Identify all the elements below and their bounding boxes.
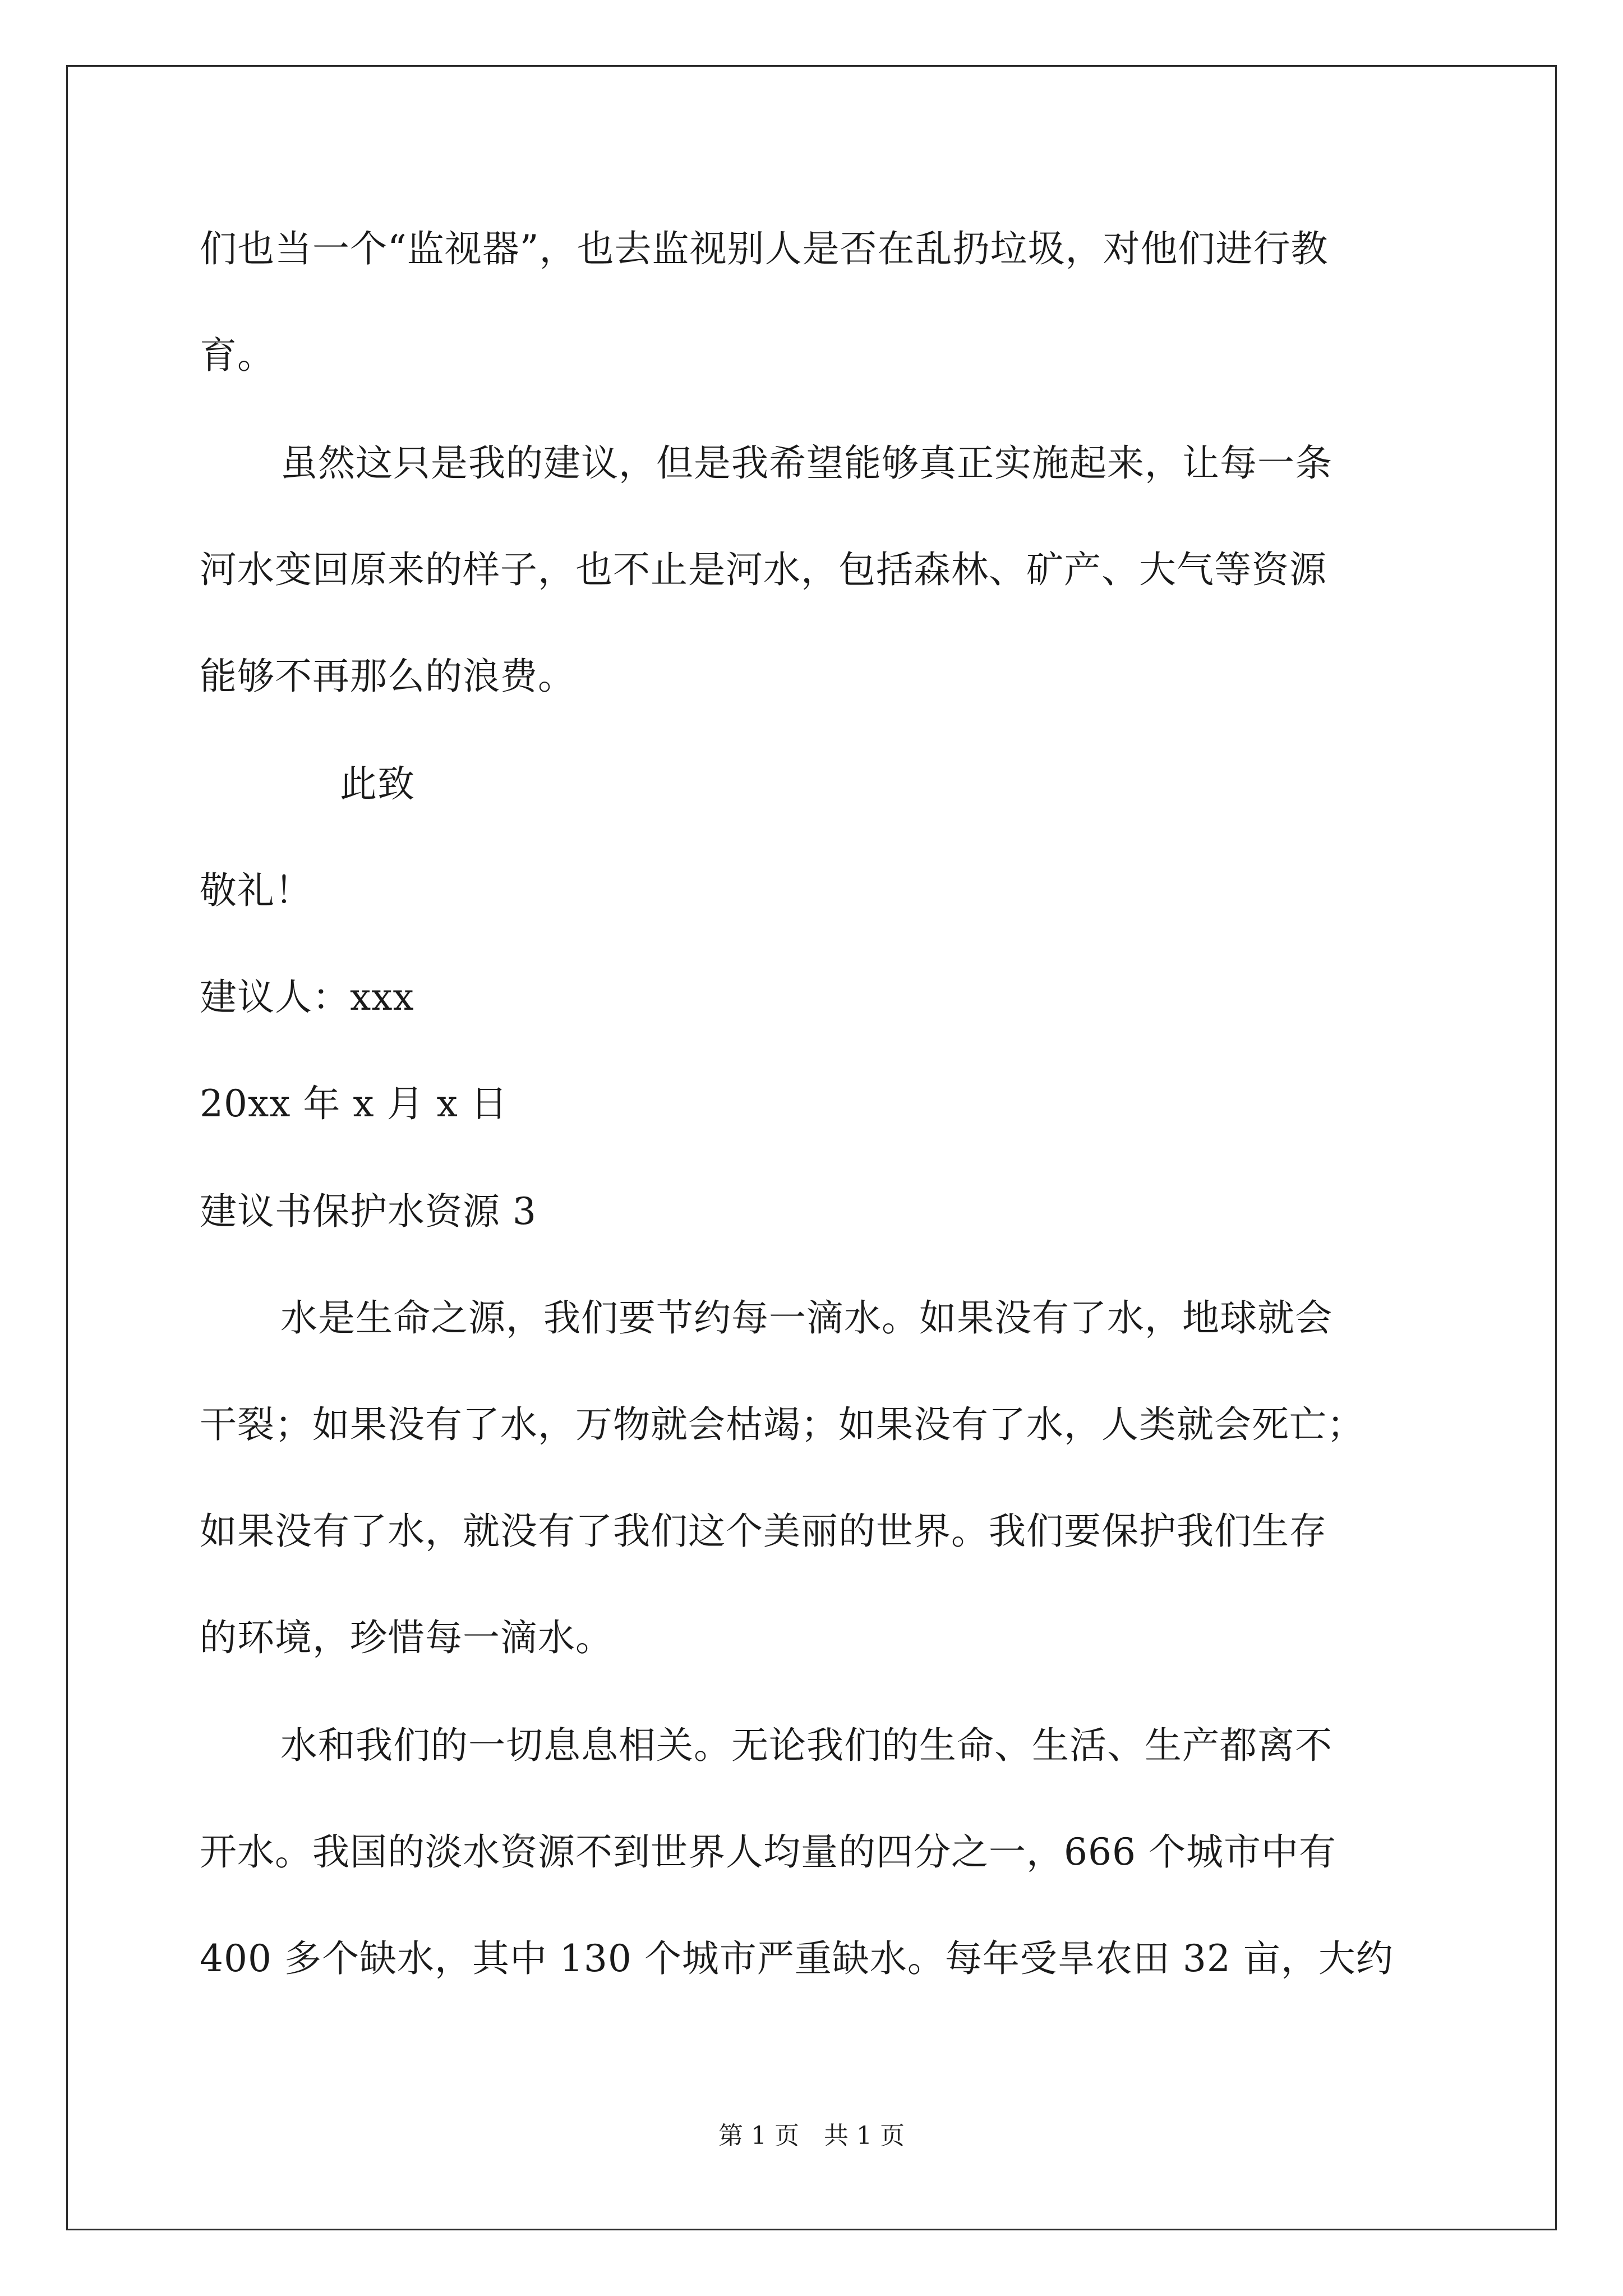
paragraph-first-line: 虽然这只是我的建议，但是我希望能够真正实施起来，让每一条 — [280, 441, 1332, 485]
salutation: 敬礼！ — [200, 869, 312, 912]
body-text-line: 400 多个缺水，其中 130 个城市严重缺水。每年受旱农田 32 亩，大约 — [200, 1937, 1394, 1980]
signer-line: 建议人：xxx — [200, 976, 414, 1019]
paragraph-first-line: 水和我们的一切息息相关。无论我们的生命、生活、生产都离不 — [280, 1724, 1332, 1767]
body-text-line: 开水。我国的淡水资源不到世界人均量的四分之一，666 个城市中有 — [200, 1830, 1336, 1874]
body-text-line: 的环境，珍惜每一滴水。 — [200, 1616, 613, 1659]
body-text-line: 能够不再那么的浪费。 — [200, 655, 575, 698]
body-text-line: 们也当一个“监视器”，也去监视别人是否在乱扔垃圾，对他们进行教 — [200, 227, 1329, 270]
body-text-line: 干裂；如果没有了水，万物就会枯竭；如果没有了水，人类就会死亡； — [200, 1403, 1364, 1446]
section-title: 建议书保护水资源 3 — [200, 1190, 537, 1233]
page-number-footer: 第 1 页 共 1 页 — [718, 2122, 905, 2150]
date-line: 20xx 年 x 月 x 日 — [200, 1082, 508, 1125]
paragraph-first-line: 水是生命之源，我们要节约每一滴水。如果没有了水，地球就会 — [280, 1296, 1332, 1340]
page-border — [66, 65, 1557, 2230]
body-text-line: 育。 — [200, 334, 275, 377]
body-text-line: 如果没有了水，就没有了我们这个美丽的世界。我们要保护我们生存 — [200, 1510, 1327, 1553]
closing-phrase: 此致 — [340, 762, 415, 806]
body-text-line: 河水变回原来的样子，也不止是河水，包括森林、矿产、大气等资源 — [200, 548, 1327, 591]
